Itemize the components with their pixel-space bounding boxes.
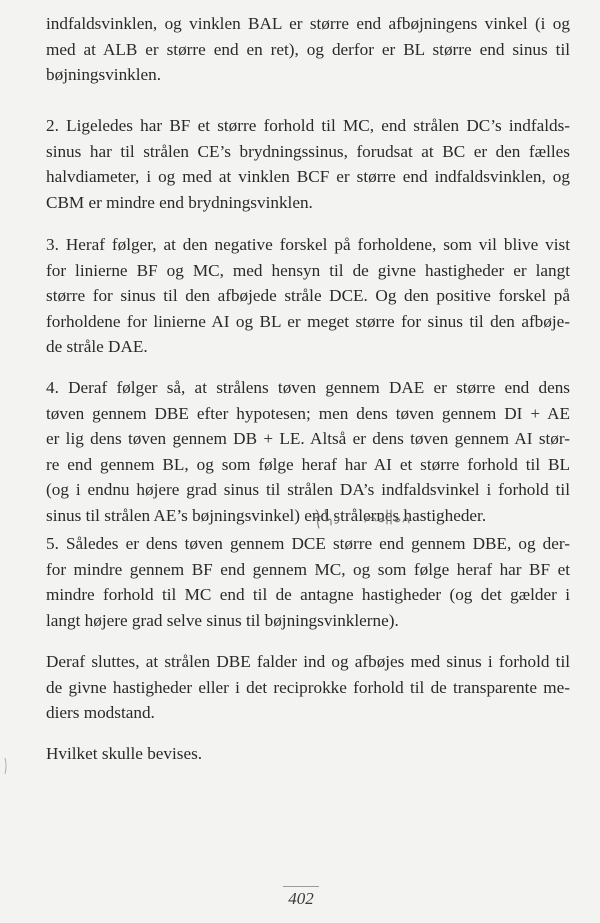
paragraph-continuation (46, 11, 570, 88)
text-line: mindre forhold til MC end til de antagne hastigheder (og det gælder i (46, 585, 570, 605)
text-line: halvdiameter, i og med at vinklen BCF er større end indfaldsvinklen, og (46, 167, 570, 187)
text-line: langt højere grad selve sinus til bøjningsvinklerne). (46, 610, 399, 630)
text-line: diers modstand. (46, 703, 155, 723)
text-line: de givne hastigheder eller i det reciprokke forhold til de transparente me- (46, 677, 570, 697)
text-line: 4. Deraf følger så, at strålens tøven gennem DAE er større end dens (46, 378, 570, 397)
page-number: 402 (288, 889, 314, 908)
text-line: 3. Heraf følger, at den negative forskel på forholdene, som vil blive vist (46, 235, 570, 254)
text-line: for mindre gennem BF end gennem MC, og som følge heraf har BF et (46, 559, 570, 579)
footer-rule (283, 886, 319, 887)
text-line: sinus har til strålen CE’s brydningssinus, forudsat at BC er den fælles (46, 141, 570, 161)
paragraph-2 (46, 113, 570, 215)
margin-pencil-mark (3, 756, 8, 776)
text-line: sinus til strålen AE’s bøjningsvinkel) end strålernes hastigheder. (46, 505, 487, 525)
paragraph-qed (46, 741, 570, 767)
paragraph-conclusion (46, 649, 570, 726)
text-line: for linierne BF og MC, med hensyn til de givne hastigheder er langt (46, 260, 570, 280)
text-line: er lig dens tøven gennem DB + LE. Altså er dens tøven gennem AI stør- (46, 429, 570, 449)
text-line: forholdene for linierne AI og BL er meget større for sinus til den afbøje- (46, 311, 570, 331)
text-line: indfaldsvinklen, og vinklen BAL er større end afbøjningens vinkel (i og (46, 14, 570, 33)
text-line: (og i endnu højere grad sinus til strålen DA’s indfaldsvinkel i forhold til (46, 480, 570, 500)
text-line: bøjningsvinklen. (46, 65, 162, 85)
paragraph-3 (46, 232, 570, 360)
text-line: re end gennem BL, og som følge heraf har AI et større forhold til BL (46, 454, 570, 474)
paragraph-5 (46, 531, 570, 633)
text-line: tøven gennem DBE efter hypotesen; men dens tøven gennem DI + AE (46, 403, 570, 423)
pencil-annotation (313, 506, 421, 532)
text-line: de stråle DAE. (46, 337, 148, 357)
text-line: med at ALB er større end en ret), og derfor er BL større end sinus til (46, 39, 570, 59)
text-line: CBM er mindre end brydningsvinklen. (46, 192, 313, 212)
text-line: 5. Således er dens tøven gennem DCE større end gennem DBE, og der- (46, 534, 570, 553)
text-line: Deraf sluttes, at strålen DBE falder ind og afbøjes med sinus i forhold til (46, 652, 570, 671)
paragraph-4 (46, 375, 570, 529)
text-line: 2. Ligeledes har BF et større forhold til MC, end strålen DC’s indfalds- (46, 116, 570, 135)
text-line: Hvilket skulle bevises. (46, 744, 203, 763)
text-line: større for sinus til den afbøjede stråle DCE. Og den positive forskel på (46, 286, 570, 306)
